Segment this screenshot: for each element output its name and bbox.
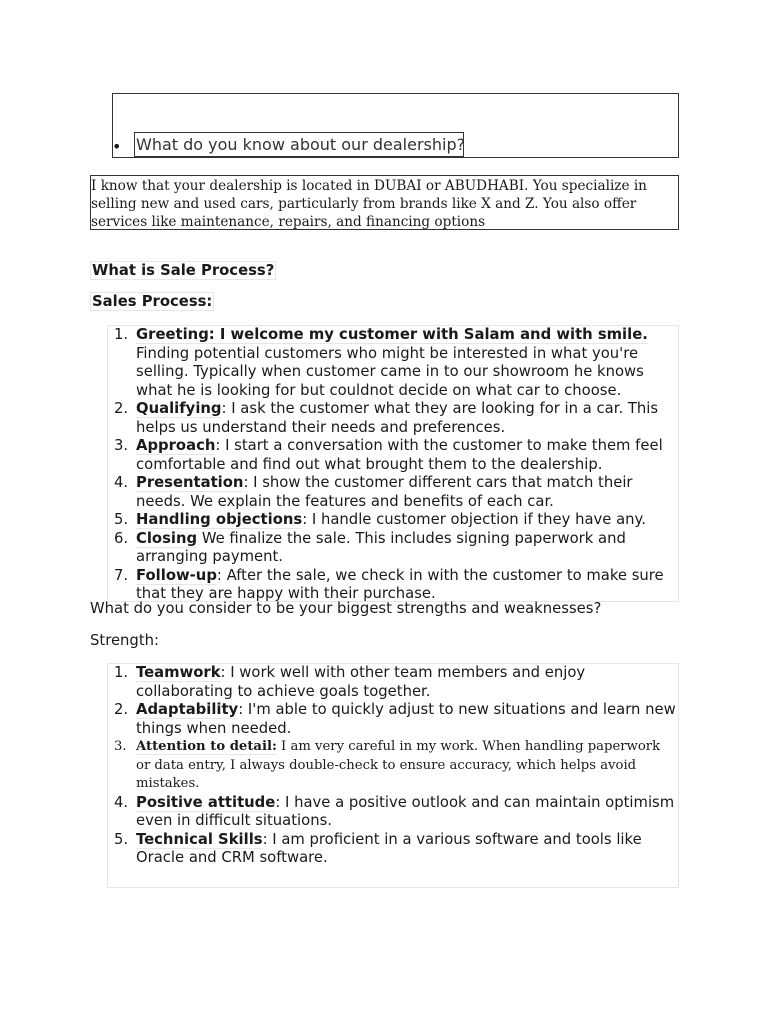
item-text: : I'm able to quickly adjust to new situations and learn new things when needed. — [136, 701, 676, 737]
item-title: Closing — [136, 529, 198, 547]
list-number: 4. — [114, 793, 129, 811]
list-item — [108, 474, 678, 511]
item-text: : I handle customer objection if they have any. — [302, 511, 646, 528]
item-text: : After the sale, we check in with the customer to make sure that they are happy with their purchase. — [136, 566, 664, 602]
item-title: Presentation — [136, 474, 244, 491]
item-title: Qualifying — [136, 400, 222, 417]
list-item — [108, 664, 678, 701]
list-number: 6. — [114, 529, 129, 547]
sales-process-list — [108, 326, 678, 604]
item-title: Teamwork — [136, 664, 221, 681]
item-title: Positive attitude — [136, 793, 276, 811]
item-title: Approach — [136, 437, 216, 454]
strengths-list — [108, 664, 678, 868]
item-title: Attention to detail: — [136, 739, 277, 754]
list-item — [108, 400, 678, 437]
list-number: 5. — [114, 511, 129, 528]
list-item — [108, 738, 678, 794]
sales-process-list-box — [107, 325, 679, 602]
item-text: : I ask the customer what they are looking for in a car. This helps us understand their needs and preferences. — [136, 400, 659, 436]
list-item — [108, 326, 678, 400]
list-item — [108, 530, 678, 567]
list-number: 4. — [114, 474, 129, 491]
item-title: Adaptability — [136, 701, 239, 718]
list-number: 1. — [114, 326, 129, 343]
list-item — [108, 567, 678, 604]
strengths-list-box — [107, 663, 679, 888]
list-item — [108, 701, 678, 738]
list-number: 3. — [114, 739, 127, 754]
answer-dealership: I know that your dealership is located in DUBAI or ABUDHABI. You specialize in selling new and used cars, particularly from brands like X and Z. You also offer services like maintenance, repairs, and financing options — [90, 175, 679, 230]
question-dealership: What do you know about our dealership? — [134, 132, 464, 157]
list-item — [108, 794, 678, 831]
list-number: 7. — [114, 566, 129, 584]
strength-heading: Strength: — [90, 632, 159, 649]
question-strengths: What do you consider to be your biggest strengths and weaknesses? — [90, 600, 602, 617]
item-text: I am very careful in my work. When handling paperwork or data entry, I always double-check to ensure accuracy, which helps avoid mistakes. — [136, 739, 661, 791]
item-text: : I am proficient in a various software and tools like Oracle and CRM software. — [136, 830, 642, 866]
question-sale-process: What is Sale Process? — [92, 262, 275, 279]
item-text: : I start a conversation with the customer to make them feel comfortable and find out what brought them to the dealership. — [136, 437, 663, 473]
list-item — [108, 437, 678, 474]
sales-process-heading: Sales Process: — [92, 293, 213, 310]
item-title: Handling objections — [136, 511, 303, 528]
list-item — [108, 831, 678, 868]
item-text: : I show the customer different cars that match their needs. We explain the features and benefits of each car. — [136, 474, 633, 510]
item-text: Finding potential customers who might be interested in what you're selling. Typically when customer came in to our showroom he knows what he is looking for but couldnot decide on what car to choose. — [136, 344, 644, 399]
bullet-marker: • — [112, 137, 122, 156]
list-number: 2. — [114, 701, 129, 718]
item-title: Greeting: I welcome my customer with Salam and with smile. — [136, 326, 648, 343]
list-number: 1. — [114, 664, 129, 681]
list-number: 2. — [114, 400, 129, 417]
list-item — [108, 511, 678, 530]
list-number: 5. — [114, 830, 129, 848]
item-text: We finalize the sale. This includes signing paperwork and arranging payment. — [136, 529, 626, 565]
item-title: Technical Skills — [136, 830, 263, 848]
list-number: 3. — [114, 437, 129, 454]
item-text: : I have a positive outlook and can maintain optimism even in difficult situations. — [136, 793, 675, 829]
item-title: Follow-up — [136, 566, 217, 584]
item-text: : I work well with other team members and enjoy collaborating to achieve goals together. — [136, 664, 586, 700]
